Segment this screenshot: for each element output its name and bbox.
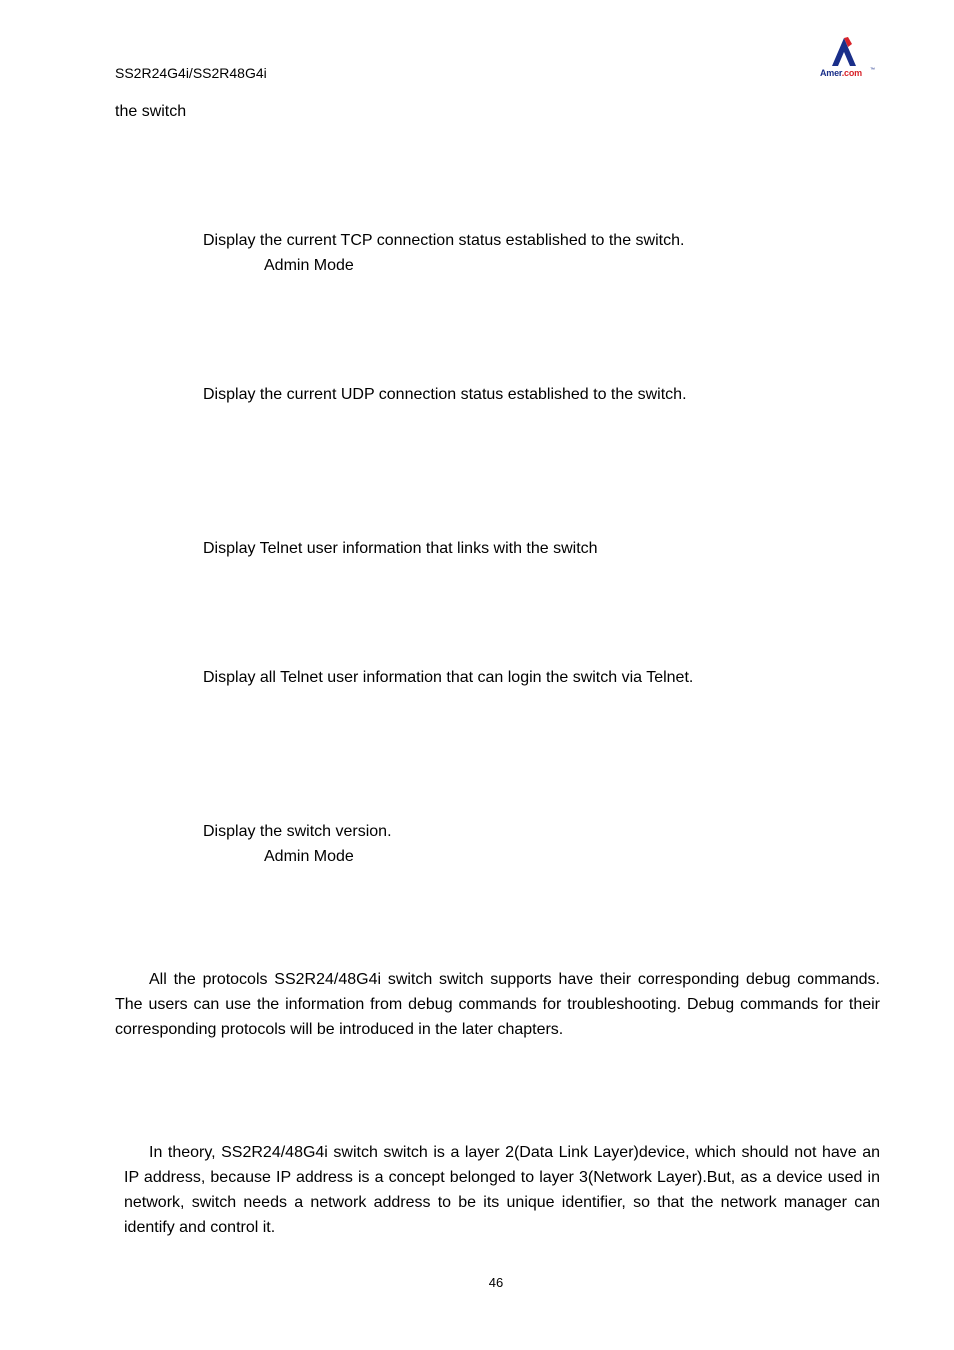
continuation-text: the switch xyxy=(115,103,187,120)
header-model-name: SS2R24G4i/SS2R48G4i xyxy=(115,65,267,81)
theory-paragraph-text: In theory, SS2R24/48G4i switch switch is a layer 2(Data Link Layer)device, which should not have an IP address, because IP address is a concept belonged to layer 3(Network Layer).But, as a device used in network, switch needs a network address to be its unique identifier, so that the network manager can identify and control it. xyxy=(124,1144,880,1236)
udp-description: Display the current UDP connection status established to the switch. xyxy=(203,386,687,403)
debug-paragraph-text: All the protocols SS2R24/48G4i switch switch supports have their corresponding debug commands. The users can use the information from debug commands for troubleshooting. Debug commands for their corresponding protocols will be introduced in the later chapters. xyxy=(115,971,880,1038)
tcp-description: Display the current TCP connection status established to the switch. xyxy=(203,232,685,249)
amer-logo xyxy=(818,34,876,82)
version-command-mode: Admin Mode xyxy=(264,848,354,865)
logo-text: Amer.com xyxy=(820,68,862,78)
telnet-all-users-description: Display all Telnet user information that can login the switch via Telnet. xyxy=(203,669,694,686)
page-number: 46 xyxy=(488,1275,504,1290)
telnet-user-description: Display Telnet user information that links with the switch xyxy=(203,540,598,557)
tcp-command-mode: Admin Mode xyxy=(264,257,354,274)
logo-mountain-icon xyxy=(818,34,876,68)
logo-trademark: ™ xyxy=(870,67,875,73)
version-description: Display the switch version. xyxy=(203,823,392,840)
debug-paragraph xyxy=(115,967,880,1042)
theory-paragraph xyxy=(124,1140,880,1240)
